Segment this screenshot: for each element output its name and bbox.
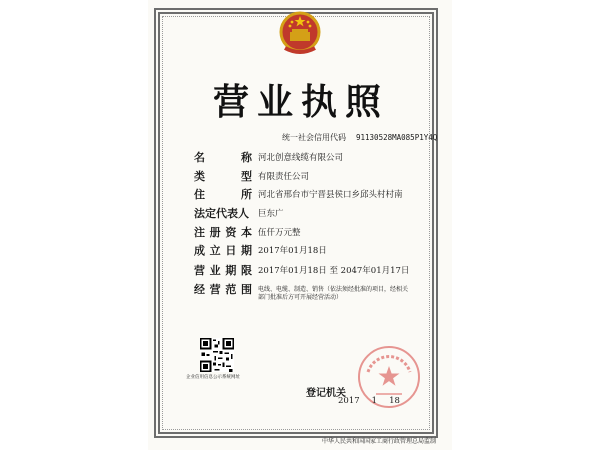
field-label-term: 营 业 期 限 <box>194 264 252 277</box>
field-row-type <box>194 170 424 184</box>
field-row-capital <box>194 226 424 240</box>
field-row-address <box>194 188 424 202</box>
registration-authority-label: 登记机关 <box>306 388 346 399</box>
qr-note: 企业信用信息公示系统网址 <box>186 375 240 380</box>
field-row-established <box>194 244 424 258</box>
field-value-address: 河北省邢台市宁晋县侯口乡邱头村村南 <box>258 190 403 200</box>
field-label-address: 住 所 <box>194 188 252 201</box>
qr-code-icon <box>200 338 234 372</box>
field-label-established: 成 立 日 期 <box>194 244 252 257</box>
issue-date <box>338 396 412 406</box>
field-value-name: 河北创意线缆有限公司 <box>258 153 344 163</box>
field-value-capital: 伍仟万元整 <box>258 228 301 238</box>
credit-code-value: 91130528MA085P1Y4Q <box>356 133 438 142</box>
issue-year: 2017 <box>338 396 360 406</box>
issue-day: 18 <box>389 396 400 406</box>
field-label-legal-rep: 法定代表人 <box>194 207 249 220</box>
field-label-scope: 经 营 范 围 <box>194 283 252 296</box>
field-row-name <box>194 151 424 165</box>
issue-month: 1 <box>371 396 378 406</box>
field-label-type: 类 型 <box>194 170 252 183</box>
footer-supervision-note: 中华人民共和国国家工商行政管理总局监制 <box>322 438 437 445</box>
field-value-scope: 电线、电缆、制造、销售（依法须经批准的项目，经相关部门批准后方可开展经营活动） <box>258 286 409 301</box>
field-value-term: 2017年01月18日 至 2047年01月17日 <box>258 266 410 276</box>
national-emblem-icon <box>277 10 323 58</box>
field-label-capital: 注 册 资 本 <box>194 226 252 239</box>
field-row-term <box>194 264 424 278</box>
field-row-legal-rep <box>194 207 424 221</box>
field-value-established: 2017年01月18日 <box>258 246 327 256</box>
certificate-title: 营业执照 <box>212 81 389 123</box>
field-label-name: 名 称 <box>194 151 252 164</box>
field-value-type: 有限责任公司 <box>258 172 310 182</box>
credit-code-line <box>282 132 438 143</box>
credit-code-label: 统一社会信用代码 <box>282 133 346 142</box>
field-value-legal-rep: 巨东广 <box>258 209 284 219</box>
